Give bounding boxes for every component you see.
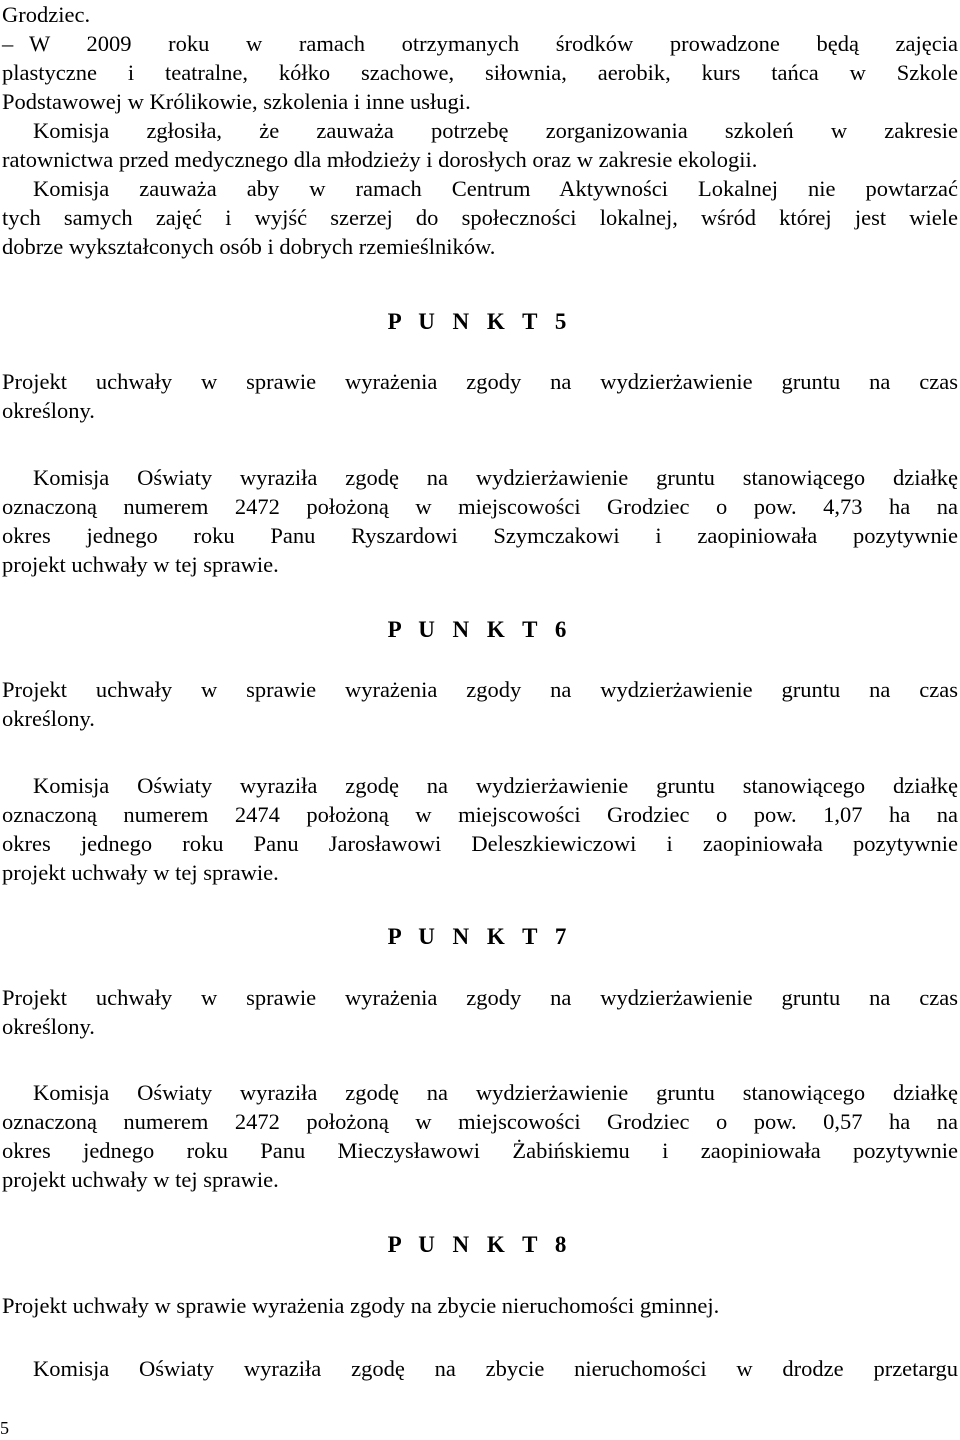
text-line: projekt uchwały w tej sprawie. — [2, 552, 279, 577]
body-paragraph-punkt-8 — [2, 1354, 958, 1383]
intro-paragraph — [2, 0, 958, 116]
text-line: Komisja Oświaty wyraziła zgodę na zbycie nieruchomości w drodze przetargu — [33, 1356, 958, 1381]
text-line: okres jednego roku Panu Mieczysławowi Żabińskiemu i zaopiniowała pozytywnie — [2, 1138, 958, 1163]
body-paragraph-punkt-6 — [2, 771, 958, 887]
text-line: określony. — [2, 1014, 95, 1039]
text-line: Projekt uchwały w sprawie wyrażenia zgody na wydzierżawienie gruntu na czas — [2, 985, 958, 1010]
text-line: oznaczoną numerem 2474 położoną w miejscowości Grodziec o pow. 1,07 ha na — [2, 802, 958, 827]
bullet-line — [2, 29, 958, 58]
commission-activity-paragraph — [2, 174, 958, 261]
body-paragraph-punkt-5 — [2, 463, 958, 579]
section-heading-punkt-5: P U N K T 5 — [387, 309, 573, 334]
section-heading-punkt-6: P U N K T 6 — [387, 617, 573, 642]
text-line: Komisja Oświaty wyraziła zgodę na wydzierżawienie gruntu stanowiącego działkę — [33, 465, 958, 490]
project-title-punkt-7 — [2, 983, 958, 1041]
text-line-inline: W 2009 roku w ramach otrzymanych środków prowadzone będą zajęcia — [29, 31, 958, 56]
text-line: oznaczoną numerem 2472 położoną w miejscowości Grodziec o pow. 0,57 ha na — [2, 1109, 958, 1134]
text-line: Komisja Oświaty wyraziła zgodę na wydzierżawienie gruntu stanowiącego działkę — [33, 1080, 958, 1105]
bullet-dash: – — [2, 31, 14, 56]
page-number: 5 — [0, 1418, 9, 1438]
text-line: określony. — [2, 706, 95, 731]
text-line: tych samych zajęć i wyjść szerzej do społeczności lokalnej, wśród której jest wiele — [2, 205, 958, 230]
project-title-punkt-8 — [2, 1291, 958, 1320]
text-line: Komisja zgłosiła, że zauważa potrzebę zorganizowania szkoleń w zakresie — [33, 118, 958, 143]
body-paragraph-punkt-7 — [2, 1078, 958, 1194]
text-line: Projekt uchwały w sprawie wyrażenia zgody na wydzierżawienie gruntu na czas — [2, 369, 958, 394]
text-line: plastyczne i teatralne, kółko szachowe, siłownia, aerobik, kurs tańca w Szkole — [2, 60, 958, 85]
text-line: Grodziec. — [2, 2, 91, 27]
text-line: Projekt uchwały w sprawie wyrażenia zgody na zbycie nieruchomości gminnej. — [2, 1293, 720, 1318]
text-line: Komisja zauważa aby w ramach Centrum Aktywności Lokalnej nie powtarzać — [33, 176, 958, 201]
text-line: okres jednego roku Panu Ryszardowi Szymczakowi i zaopiniowała pozytywnie — [2, 523, 958, 548]
project-title-punkt-6 — [2, 675, 958, 733]
text-line: oznaczoną numerem 2472 położoną w miejscowości Grodziec o pow. 4,73 ha na — [2, 494, 958, 519]
text-line: projekt uchwały w tej sprawie. — [2, 1167, 279, 1192]
project-title-punkt-5 — [2, 367, 958, 425]
text-line: dobrze wykształconych osób i dobrych rzemieślników. — [2, 234, 496, 259]
commission-training-paragraph — [2, 116, 958, 174]
section-heading-punkt-8: P U N K T 8 — [387, 1232, 573, 1257]
text-line: Podstawowej w Królikowie, szkolenia i inne usługi. — [2, 89, 471, 114]
text-line: ratownictwa przed medycznego dla młodzieży i dorosłych oraz w zakresie ekologii. — [2, 147, 758, 172]
text-line: Komisja Oświaty wyraziła zgodę na wydzierżawienie gruntu stanowiącego działkę — [33, 773, 958, 798]
text-line: projekt uchwały w tej sprawie. — [2, 860, 279, 885]
text-line: okres jednego roku Panu Jarosławowi Deleszkiewiczowi i zaopiniowała pozytywnie — [2, 831, 958, 856]
text-line: określony. — [2, 398, 95, 423]
section-heading-punkt-7: P U N K T 7 — [387, 924, 573, 949]
text-line: Projekt uchwały w sprawie wyrażenia zgody na wydzierżawienie gruntu na czas — [2, 677, 958, 702]
